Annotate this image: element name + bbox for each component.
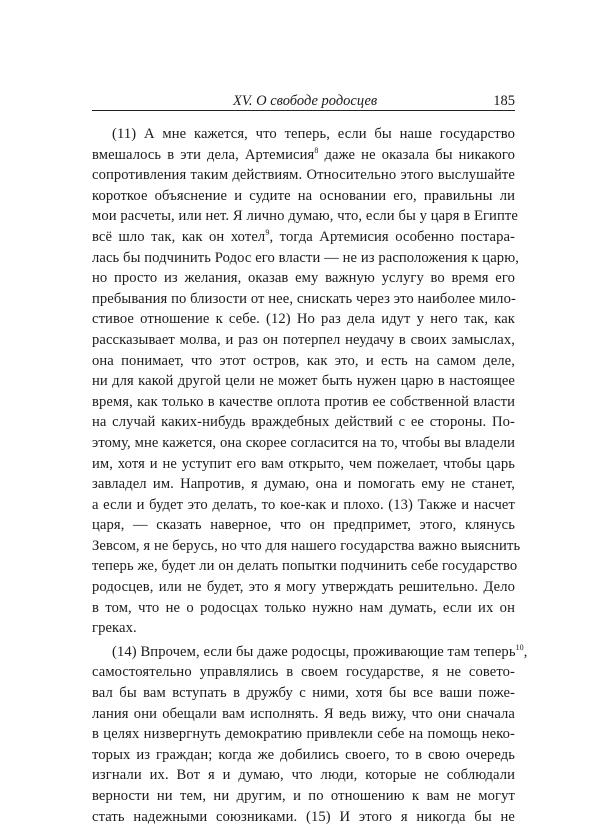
text-line: греках. <box>92 620 137 637</box>
text-line: Зевсом, я не берусь, но что для нашего государства важно выяснить <box>92 537 521 554</box>
text-line: время, как только в качестве оплота против ее собственной власти <box>92 393 515 410</box>
footnote-ref: 9 <box>265 227 270 237</box>
page-number: 185 <box>493 93 515 109</box>
text-line: теперь же, будет ли он делать попытки подчинить себе государство <box>92 558 518 575</box>
text-line: пребывания по близости от нее, снискать через это наиболее мило- <box>92 290 516 307</box>
text-line: она понимает, что этот остров, как это, и есть на самом деле, <box>92 352 515 369</box>
text-line: вмешалось в эти дела, Артемисия$^8$ даже не оказала бы никакого <box>92 145 516 163</box>
text-line: торых из граждан; когда же добились своего, то в свою очередь <box>92 746 515 763</box>
text-line: верности ни тем, ни другим, и по отношению к вам не могут <box>92 788 515 804</box>
footnote-ref: 10 <box>515 642 524 652</box>
text-line: на случай каких-нибудь враждебных действий с ее стороны. По- <box>92 414 515 431</box>
text-line: родосцев, или не будет, это я могу утверждать решительно. Дело <box>92 579 515 596</box>
text-line: (14) Впрочем, если бы даже родосцы, проживающие там теперь$^{10}$, <box>112 642 528 660</box>
running-title: XV. О свободе родосцев <box>233 93 378 109</box>
text-line: царя, — сказать наверное, что он предпримет, этого, клянусь <box>92 517 515 534</box>
body-text <box>92 124 528 827</box>
text-line: ни для какой другой цели не может быть нужен царю в настоящее <box>92 373 515 390</box>
text-line: короткое объяснение и судите на основании его, правильны ли <box>92 187 515 204</box>
text-line: изгнали их. Вот я и думаю, что люди, которые не соблюдали <box>92 767 515 784</box>
text-line: стать надежными союзниками. (15) И этого я никогда бы не <box>92 808 515 825</box>
page-header <box>92 92 515 116</box>
text-line: этому, мне кажется, она скорее согласится на то, чтобы вы владели <box>92 434 515 451</box>
text-line: лания они обещали вам исполнять. Я ведь вижу, что они сначала <box>92 705 515 722</box>
text-line: сопротивления таким действиям. Относительно этого выслушайте <box>92 167 515 184</box>
header-rule <box>92 110 515 111</box>
text-line: стивое отношение к себе. (12) Но раз дела идут у него так, как <box>92 311 515 328</box>
text-line: самостоятельно управлялись в своем государстве, я не совето- <box>92 664 515 681</box>
footnote-ref: 8 <box>314 145 319 155</box>
text-line: но просто из желания, оказав ему важную услугу во время его <box>92 270 515 287</box>
text-line: в том, что не о родосцах только нужно нам думать, если их он <box>92 599 515 616</box>
text-line: в целях низвергнуть демократию привлекли себе на помощь неко- <box>92 726 515 743</box>
text-line: рассказывает молва, и раз он потерпел неудачу в своих замыслах, <box>92 331 515 348</box>
text-line: завладел им. Напротив, я думаю, она и помогать ему не станет, <box>92 476 515 493</box>
text-line: всё шло так, как он хотел$^9$, тогда Артемисия особенно постара- <box>92 227 516 245</box>
text-line: лась бы подчинить Родос его власти — не из расположения к царю, <box>92 249 519 266</box>
text-line: а если и будет это делать, то кое-как и плохо. (13) Также и насчет <box>92 496 515 513</box>
text-line: вал бы вам вступать в дружбу с ними, хотя бы все ваши поже- <box>92 685 515 702</box>
text-line: мои расчеты, или нет. Я лично думаю, что, если бы у царя в Египте <box>92 208 518 225</box>
text-line: (11) А мне кажется, что теперь, если бы наше государство <box>112 126 515 142</box>
text-line: им, хотя и не уступит его вам открыто, чем пожелает, чтобы царь <box>92 455 515 472</box>
